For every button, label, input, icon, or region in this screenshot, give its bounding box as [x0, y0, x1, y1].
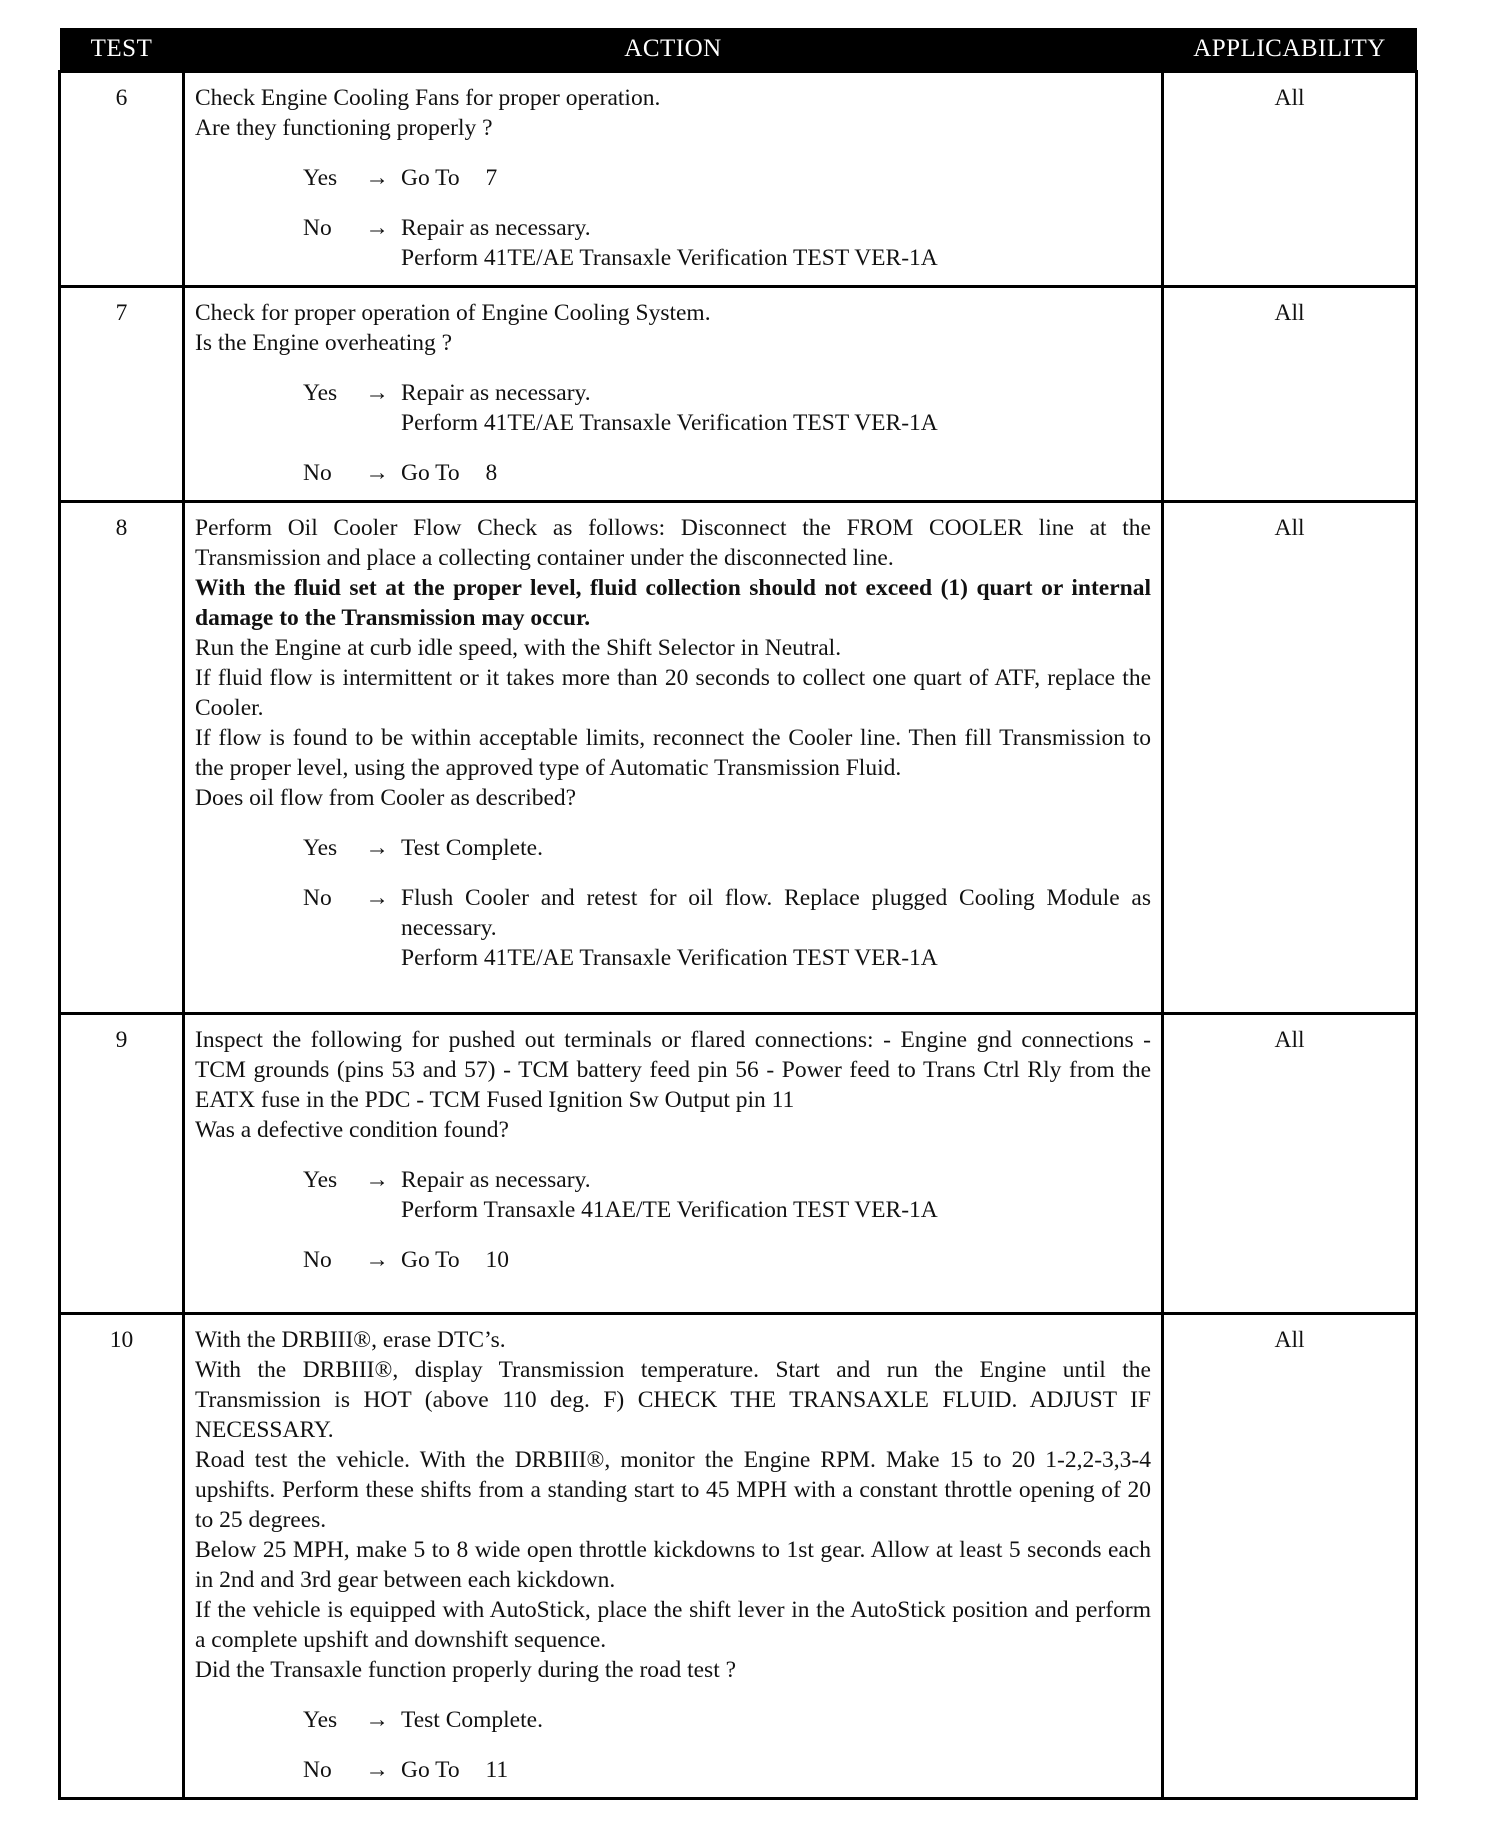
arrow-icon: →: [365, 885, 389, 911]
arrow-icon: →: [365, 1757, 389, 1783]
goto-label: Go To: [401, 1247, 460, 1273]
test-number: 8: [60, 502, 184, 1014]
warning-paragraph: With the fluid set at the proper level, fluid collection should not exceed (1) quart or internal damage to the Transmission may occur.: [195, 575, 1151, 631]
applicability-cell: All: [1163, 72, 1417, 287]
applicability-cell: All: [1163, 1014, 1417, 1314]
header-test: TEST: [60, 28, 184, 72]
applicability-cell: All: [1163, 502, 1417, 1014]
table-header-row: [60, 28, 1417, 72]
yes-response: [195, 1165, 1151, 1225]
arrow-icon: →: [365, 1707, 389, 1733]
goto-label: Go To: [401, 165, 460, 191]
response-text: Perform 41TE/AE Transaxle Verification TEST VER-1A: [401, 410, 938, 436]
test-number: 6: [60, 72, 184, 287]
goto-label: Go To: [401, 460, 460, 486]
response-text: Test Complete.: [401, 1707, 543, 1733]
no-label: No: [303, 1757, 332, 1783]
action-paragraph: Perform Oil Cooler Flow Check as follows: Disconnect the FROM COOLER line at the Transmission and place a collecting container under the disconnected line.: [195, 515, 1151, 571]
no-label: No: [303, 1247, 332, 1273]
action-paragraph: Run the Engine at curb idle speed, with the Shift Selector in Neutral.: [195, 635, 842, 661]
arrow-icon: →: [365, 1247, 389, 1273]
diagnostic-table: [58, 28, 1418, 1800]
arrow-icon: →: [365, 165, 389, 191]
arrow-icon: →: [365, 1167, 389, 1193]
arrow-icon: →: [365, 835, 389, 861]
response-text: Perform 41TE/AE Transaxle Verification TEST VER-1A: [401, 945, 938, 971]
table-row: [60, 1014, 1417, 1314]
yes-response: [195, 163, 1151, 193]
goto-number: 11: [485, 1757, 509, 1783]
action-paragraph: If fluid flow is intermittent or it takes more than 20 seconds to collect one quart of ATF, replace the Cooler.: [195, 665, 1151, 721]
response-text: Perform Transaxle 41AE/TE Verification TEST VER-1A: [401, 1197, 938, 1223]
no-label: No: [303, 885, 332, 911]
action-line: Check for proper operation of Engine Cooling System.: [195, 300, 711, 326]
no-response: [195, 213, 1151, 273]
action-cell: [184, 1314, 1163, 1799]
yes-label: Yes: [303, 165, 338, 191]
goto-number: 7: [485, 165, 498, 191]
header-applicability: APPLICABILITY: [1163, 28, 1417, 72]
action-cell: [184, 72, 1163, 287]
action-cell: [184, 502, 1163, 1014]
diagnostic-page: [58, 28, 1415, 1800]
action-question: Did the Transaxle function properly during the road test ?: [195, 1657, 737, 1683]
goto-number: 10: [485, 1247, 510, 1273]
response-text: Repair as necessary.: [401, 1167, 591, 1193]
action-question: Was a defective condition found?: [195, 1117, 509, 1143]
arrow-icon: →: [365, 460, 389, 486]
action-cell: [184, 1014, 1163, 1314]
action-paragraph: Below 25 MPH, make 5 to 8 wide open throttle kickdowns to 1st gear. Allow at least 5 seconds each in 2nd and 3rd gear between each kickdown.: [195, 1537, 1151, 1593]
no-response: [195, 1755, 1151, 1785]
action-paragraph: With the DRBIII®, display Transmission temperature. Start and run the Engine until the Transmission is HOT (above 110 deg. F) CHECK THE TRANSAXLE FLUID. ADJUST IF NECESSARY.: [195, 1357, 1151, 1443]
yes-response: [195, 833, 1151, 863]
arrow-icon: →: [365, 380, 389, 406]
action-question: Does oil flow from Cooler as described?: [195, 785, 577, 811]
table-row: [60, 1314, 1417, 1799]
action-question: Are they functioning properly ?: [195, 115, 493, 141]
action-question: Is the Engine overheating ?: [195, 330, 453, 356]
test-number: 9: [60, 1014, 184, 1314]
action-paragraph: If flow is found to be within acceptable limits, reconnect the Cooler line. Then fill Transmission to the proper level, using the approved type of Automatic Transmission Fluid.: [195, 725, 1151, 781]
table-row: [60, 502, 1417, 1014]
applicability-cell: All: [1163, 287, 1417, 502]
response-text: Perform 41TE/AE Transaxle Verification TEST VER-1A: [401, 245, 938, 271]
goto-label: Go To: [401, 1757, 460, 1783]
response-text: Repair as necessary.: [401, 380, 591, 406]
action-line: Check Engine Cooling Fans for proper operation.: [195, 85, 661, 111]
test-number: 7: [60, 287, 184, 502]
yes-label: Yes: [303, 1167, 338, 1193]
table-row: [60, 72, 1417, 287]
yes-label: Yes: [303, 380, 338, 406]
yes-label: Yes: [303, 835, 338, 861]
yes-response: [195, 1705, 1151, 1735]
response-text: Repair as necessary.: [401, 215, 591, 241]
action-paragraph: Inspect the following for pushed out terminals or flared connections: - Engine gnd connections - TCM grounds (pins 53 and 57) - TCM battery feed pin 56 - Power feed to Trans Ctrl Rly from the EATX fuse in the PDC - TCM Fused Ignition Sw Output pin 11: [195, 1027, 1151, 1113]
action-paragraph: Road test the vehicle. With the DRBIII®, monitor the Engine RPM. Make 15 to 20 1-2,2-3,3-4 upshifts. Perform these shifts from a standing start to 45 MPH with a constant throttle opening of 20 to 25 degrees.: [195, 1447, 1151, 1533]
action-paragraph: With the DRBIII®, erase DTC’s.: [195, 1327, 506, 1353]
response-text: Test Complete.: [401, 835, 543, 861]
response-text: Flush Cooler and retest for oil flow. Replace plugged Cooling Module as necessary.: [401, 885, 1151, 941]
action-paragraph: If the vehicle is equipped with AutoStick, place the shift lever in the AutoStick position and perform a complete upshift and downshift sequence.: [195, 1597, 1151, 1653]
no-label: No: [303, 215, 332, 241]
test-number: 10: [60, 1314, 184, 1799]
table-row: [60, 287, 1417, 502]
yes-response: [195, 378, 1151, 438]
header-action: ACTION: [184, 28, 1163, 72]
action-cell: [184, 287, 1163, 502]
yes-label: Yes: [303, 1707, 338, 1733]
no-response: [195, 458, 1151, 488]
no-label: No: [303, 460, 332, 486]
applicability-cell: All: [1163, 1314, 1417, 1799]
no-response: [195, 883, 1151, 973]
arrow-icon: →: [365, 215, 389, 241]
goto-number: 8: [485, 460, 498, 486]
no-response: [195, 1245, 1151, 1275]
